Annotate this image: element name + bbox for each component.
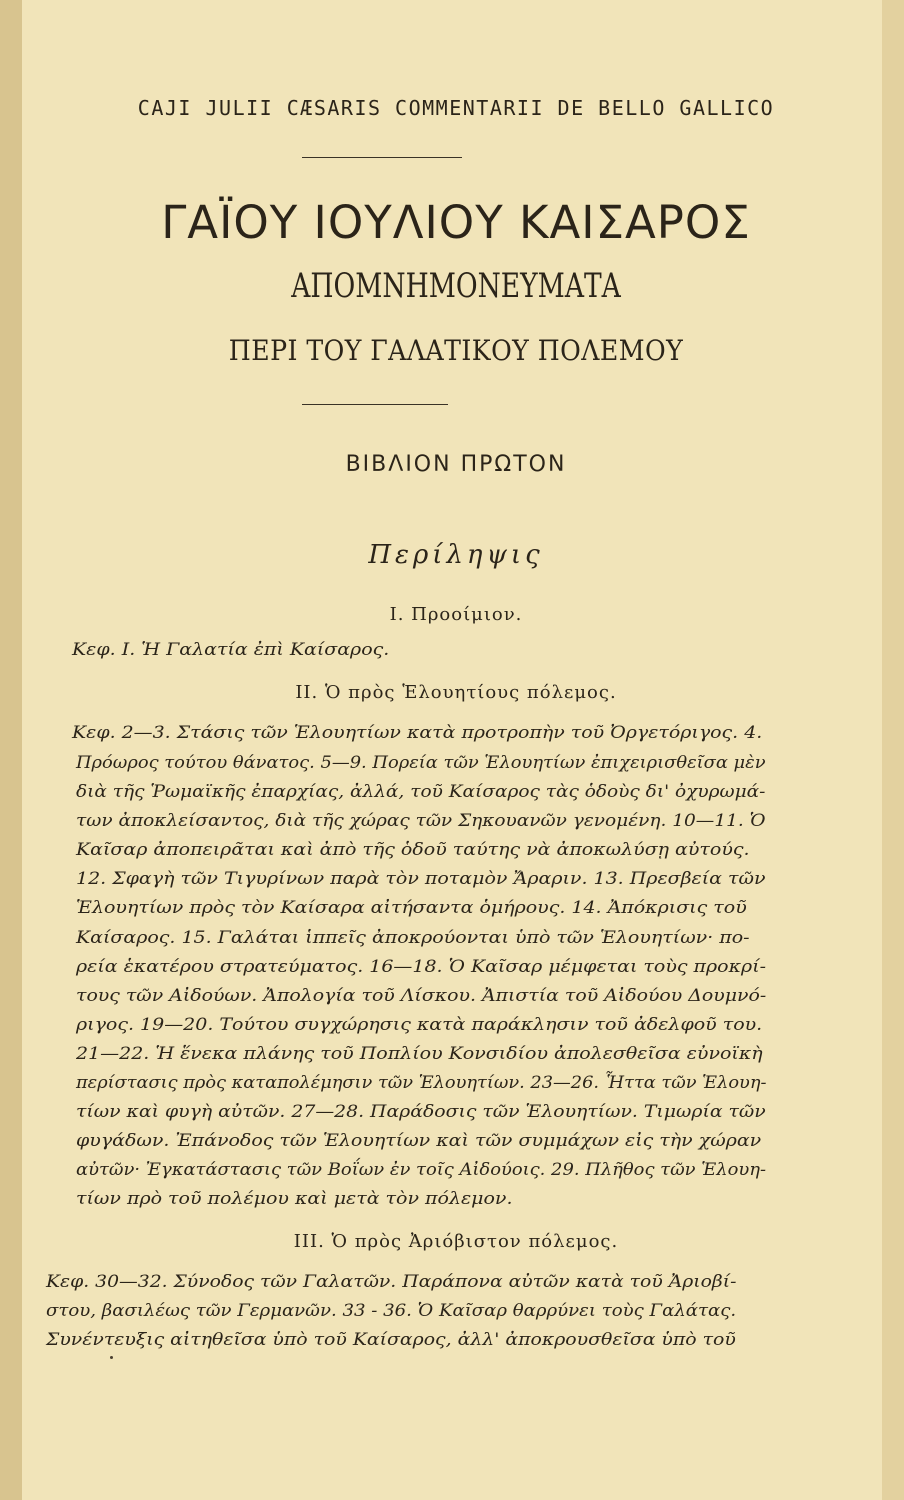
- section-3-line: Κεφ. 30—32. Σύνοδος τῶν Γαλατῶν. Παράπονα αὐτῶν κατὰ τοῦ Ἀριοβί-: [46, 1272, 737, 1291]
- summary-heading: Περίληψις: [368, 540, 544, 570]
- section-2-line: 21—22. Ἡ ἕνεκα πλάνης τοῦ Ποπλίου Κονσιδίου ἀπολεσθεῖσα εὐνοϊκὴ: [76, 1044, 763, 1063]
- section-1-line: Κεφ. I. Ἡ Γαλατία ἐπὶ Καίσαρος.: [72, 640, 390, 659]
- page-edge-right: [882, 0, 904, 1500]
- section-2-line: Πρόωρος τούτου θάνατος. 5—9. Πορεία τῶν Ἑλουητίων ἐπιχειρισθεῖσα μὲν: [76, 753, 766, 772]
- greek-author-title: ΓΑΪΟΥ ΙΟΥΛΙΟΥ ΚΑΙΣΑΡΟΣ: [161, 196, 751, 249]
- section-2-line: φυγάδων. Ἐπάνοδος τῶν Ἑλουητίων καὶ τῶν συμμάχων εἰς τὴν χώραν: [76, 1131, 762, 1150]
- section-2-line: 12. Σφαγὴ τῶν Τιγυρίνων παρὰ τὸν ποταμὸν Ἄραριν. 13. Πρεσβεία τῶν: [76, 869, 766, 888]
- page-edge-left: [0, 0, 22, 1500]
- section-3-heading: III. Ὁ πρὸς Ἀριόβιστον πόλεμος.: [293, 1231, 619, 1252]
- greek-work-title: ΑΠΟΜΝΗΜΟΝΕΥΜΑΤΑ: [291, 266, 621, 306]
- section-2-line: περίστασις πρὸς καταπολέμησιν τῶν Ἑλουητίων. 23—26. Ἧττα τῶν Ἑλουη-: [76, 1073, 767, 1092]
- section-2-heading: II. Ὁ πρὸς Ἑλουητίους πόλεμος.: [295, 682, 617, 703]
- section-2-line: Ἑλουητίων πρὸς τὸν Καίσαρα αἰτήσαντα ὁμήρους. 14. Ἀπόκρισις τοῦ: [76, 898, 747, 917]
- section-2-line: Καίσαρος. 15. Γαλάται ἱππεῖς ἀποκρούονται ὑπὸ τῶν Ἑλουητίων· πο-: [76, 928, 750, 947]
- latin-title: CAJI JULII CÆSARIS COMMENTARII DE BELLO GALLICO: [137, 96, 775, 120]
- section-2-line: διὰ τῆς Ῥωμαϊκῆς ἐπαρχίας, ἀλλά, τοῦ Καίσαρος τὰς ὁδοὺς δι' ὀχυρωμά-: [76, 782, 766, 801]
- section-1-heading: I. Προοίμιον.: [389, 604, 523, 625]
- section-2-line: τίων πρὸ τοῦ πολέμου καὶ μετὰ τὸν πόλεμον.: [76, 1189, 513, 1208]
- section-3-line: Συνέντευξις αἰτηθεῖσα ὑπὸ τοῦ Καίσαρος, ἀλλ' ἀποκρουσθεῖσα ὑπὸ τοῦ: [46, 1330, 736, 1349]
- section-3-line: στου, βασιλέως τῶν Γερμανῶν. 33 - 36. Ὁ Καῖσαρ θαρρύνει τοὺς Γαλάτας.: [46, 1301, 737, 1320]
- book-title: ΒΙΒΛΙΟΝ ΠΡΩΤΟΝ: [345, 452, 567, 477]
- rule-middle: [302, 404, 448, 405]
- ink-speck: [110, 1356, 113, 1359]
- section-2-line: τίων καὶ φυγὴ αὐτῶν. 27—28. Παράδοσις τῶν Ἑλουητίων. Τιμωρία τῶν: [76, 1102, 766, 1121]
- section-2-line: ριγος. 19—20. Τούτου συγχώρησις κατὰ παράκλησιν τοῦ ἀδελφοῦ του.: [76, 1015, 763, 1034]
- section-2-line: τους τῶν Αἰδούων. Ἀπολογία τοῦ Λίσκου. Ἀπιστία τοῦ Αἰδούου Δουμνό-: [76, 986, 767, 1005]
- section-2-line: Κεφ. 2—3. Στάσις τῶν Ἑλουητίων κατὰ προτροπὴν τοῦ Ὀργετόριγος. 4.: [72, 723, 763, 742]
- rule-top: [302, 157, 462, 158]
- section-2-line: Καῖσαρ ἀποπειρᾶται καὶ ἀπὸ τῆς ὁδοῦ ταύτης νὰ ἀποκωλύσῃ αὐτούς.: [76, 840, 750, 859]
- greek-war-title: ΠΕΡΙ ΤΟΥ ΓΑΛΑΤΙΚΟΥ ΠΟΛΕΜΟΥ: [228, 334, 684, 367]
- section-2-line: των ἀποκλείσαντος, διὰ τῆς χώρας τῶν Σηκουανῶν γενομένη. 10—11. Ὁ: [76, 811, 766, 830]
- section-2-line: ρεία ἑκατέρου στρατεύματος. 16—18. Ὁ Καῖσαρ μέμφεται τοὺς προκρί-: [76, 957, 767, 976]
- section-2-line: αὐτῶν· Ἐγκατάστασις τῶν Βοΐων ἐν τοῖς Αἰδούοις. 29. Πλῆθος τῶν Ἑλουη-: [76, 1160, 767, 1179]
